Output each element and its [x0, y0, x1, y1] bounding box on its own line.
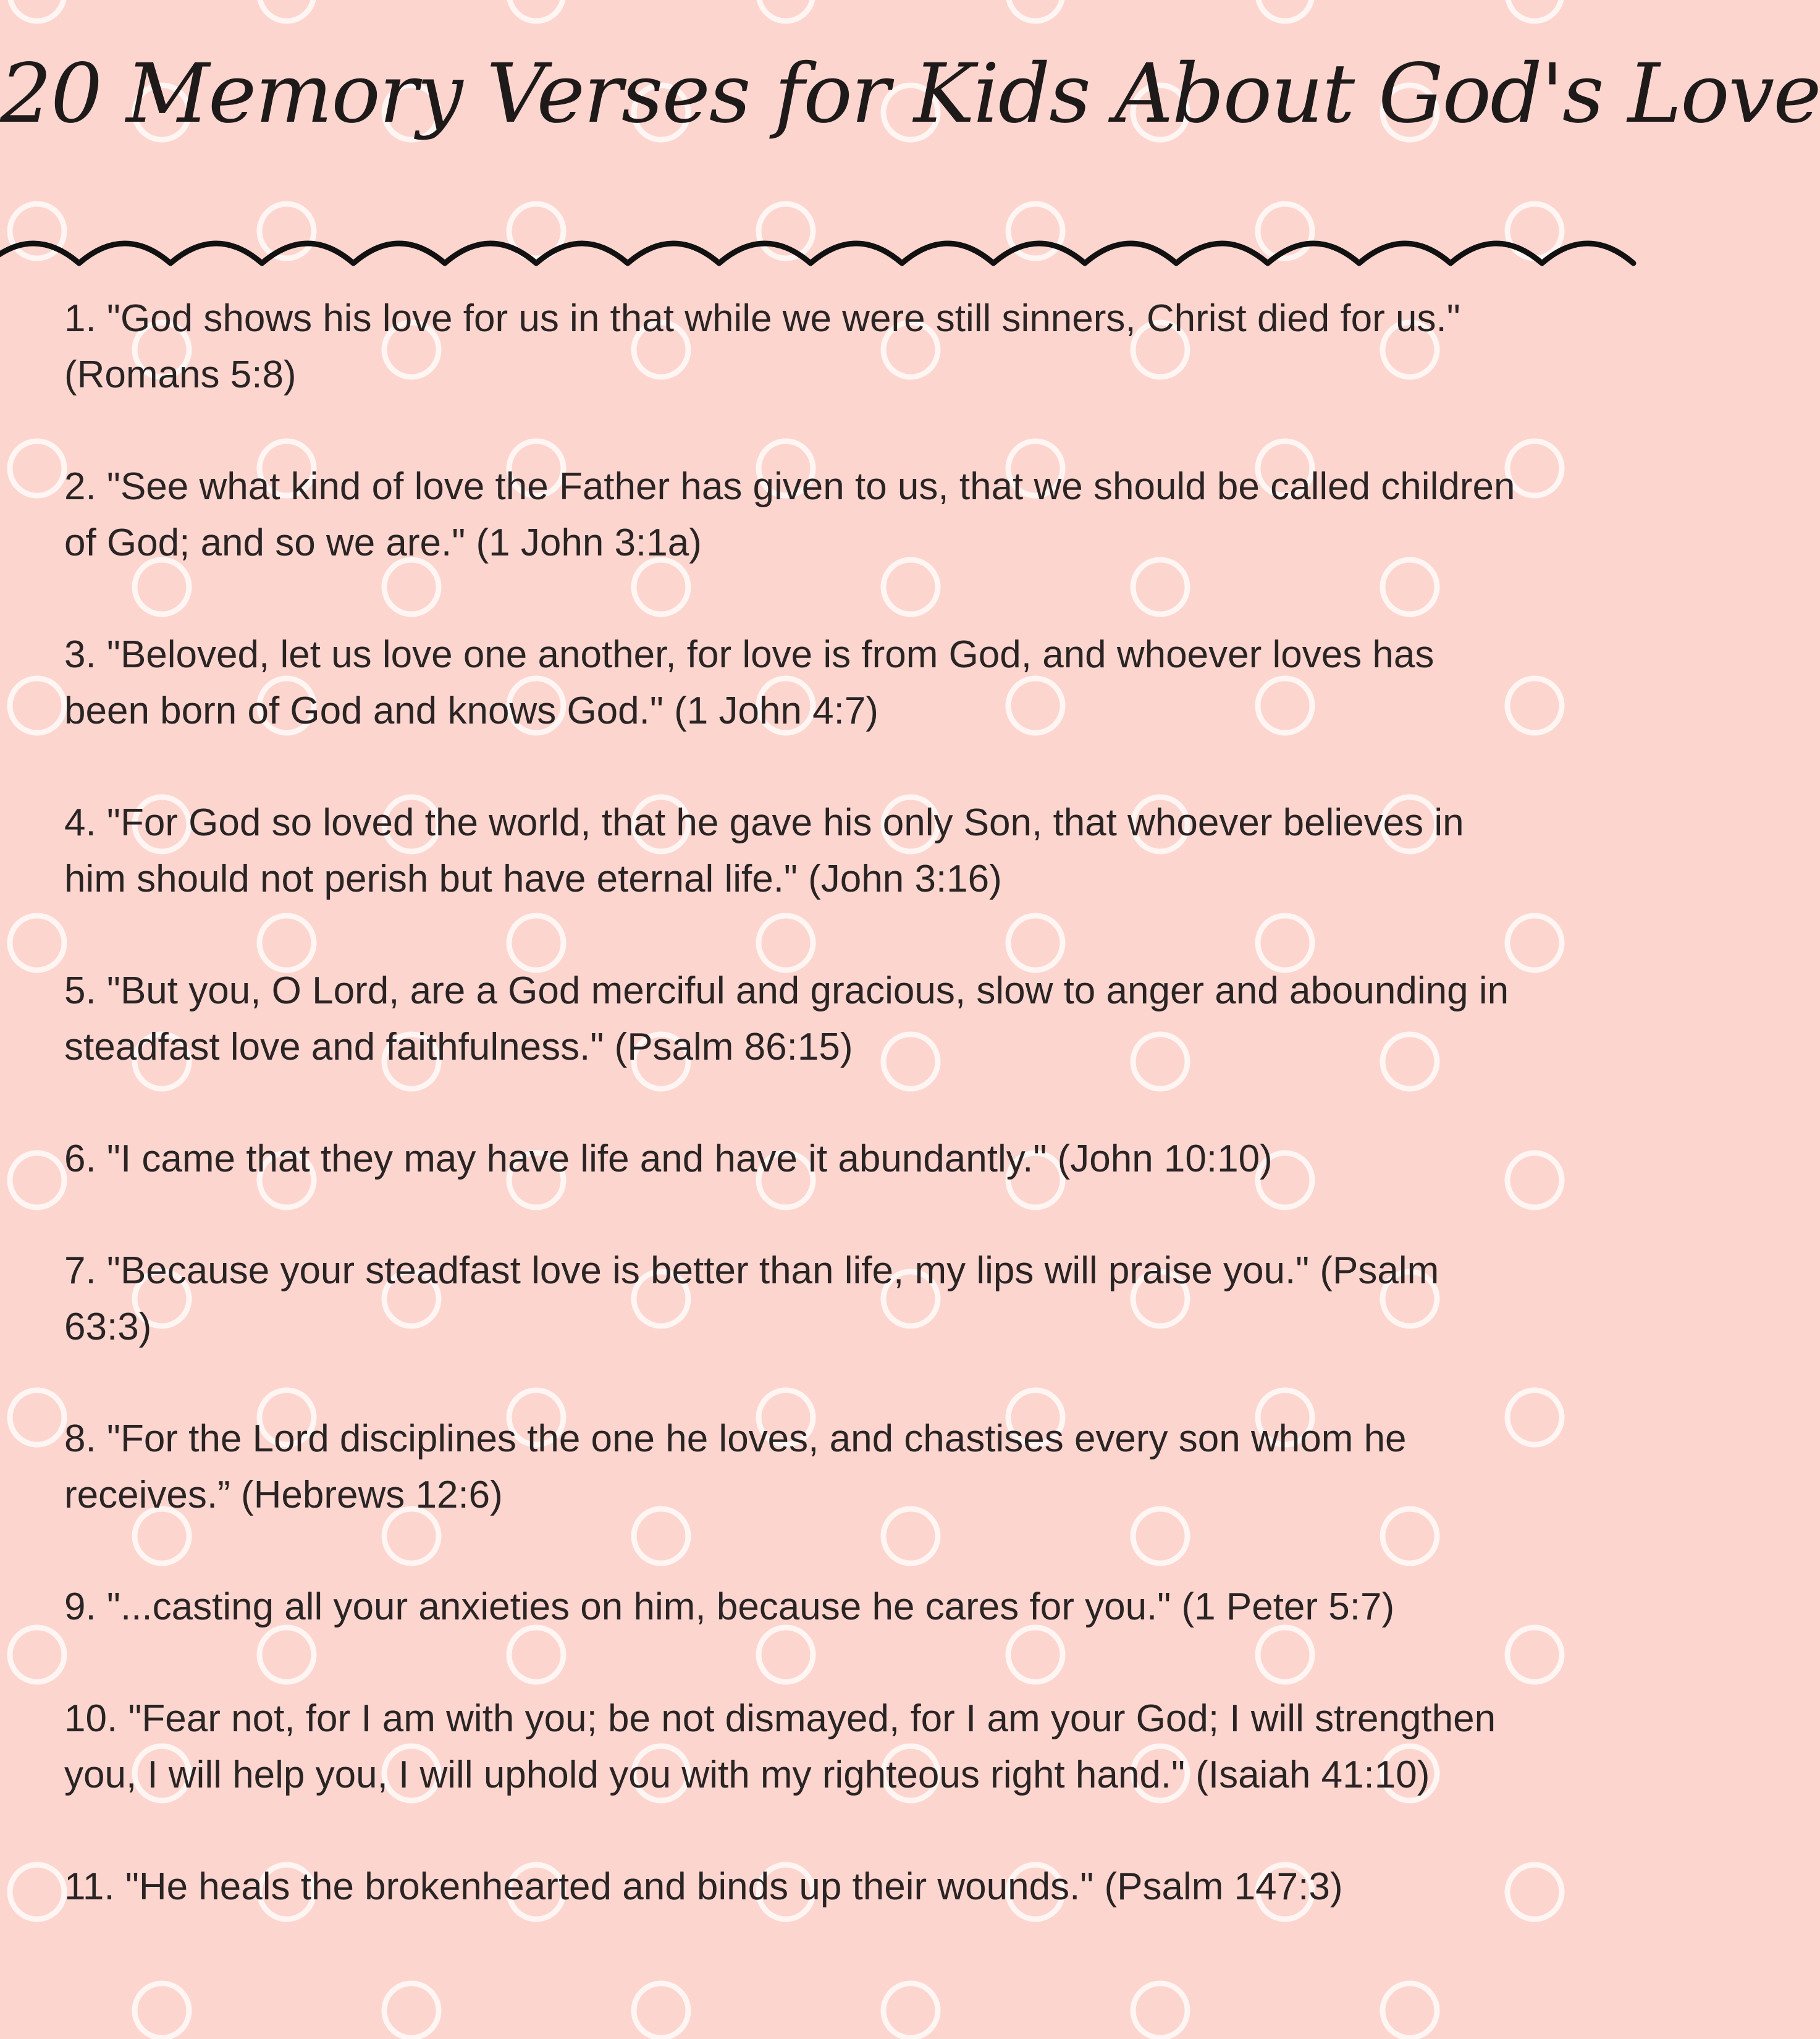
- verse-item: 3. "Beloved, let us love one another, for love is from God, and whoever loves has been born of God and knows God." (1 John 4:7): [64, 633, 1435, 732]
- pattern-circle: [1507, 0, 1562, 21]
- pattern-circle: [883, 1983, 938, 2038]
- pattern-circle: [135, 1983, 189, 2038]
- pattern-circle: [1133, 1983, 1187, 2038]
- verse-item: 6. "I came that they may have life and have it abundantly." (John 10:10): [64, 1138, 1273, 1180]
- pattern-circle: [259, 0, 314, 21]
- pattern-circle: [384, 1983, 439, 2038]
- pattern-circle: [10, 1390, 64, 1445]
- verse-list: [64, 290, 1522, 1970]
- pattern-circle: [634, 1983, 688, 2038]
- pattern-circle: [10, 1627, 64, 1682]
- verse-item: 7. "Because your steadfast love is better than life, my lips will praise you." (Psalm 63:3): [64, 1249, 1439, 1348]
- verse-item: 1. "God shows his love for us in that while we were still sinners, Christ died for us." (Romans 5:8): [64, 297, 1460, 396]
- verse-item: 9. "...casting all your anxieties on him, because he cares for you." (1 Peter 5:7): [64, 1585, 1395, 1628]
- verse-item: 5. "But you, O Lord, are a God merciful and gracious, slow to anger and abounding in steadfast love and faithfulness." (Psalm 86:15): [64, 969, 1509, 1068]
- pattern-circle: [1258, 0, 1312, 21]
- pattern-circle: [10, 678, 64, 733]
- verse-item: 11. "He heals the brokenhearted and binds up their wounds." (Psalm 147:3): [64, 1865, 1343, 1908]
- pattern-circle: [1383, 1983, 1437, 2038]
- verse-item: 8. "For the Lord disciplines the one he loves, and chastises every son whom he receives.” (Hebrews 12:6): [64, 1417, 1407, 1516]
- pattern-circle: [509, 0, 563, 21]
- scallop-divider: [0, 222, 1575, 278]
- verse-item: 10. "Fear not, for I am with you; be not dismayed, for I am your God; I will strengthen you, I will help you, I will uphold you with my righteous right hand." (Isaiah 41:10): [64, 1697, 1496, 1796]
- verse-item: 2. "See what kind of love the Father has given to us, that we should be called children of God; and so we are." (1 John 3:1a): [64, 465, 1515, 564]
- pattern-circle: [10, 441, 64, 496]
- pattern-circle: [10, 1153, 64, 1207]
- page-title: 20 Memory Verses for Kids About God's Love: [0, 46, 1820, 141]
- pattern-circle: [1008, 0, 1063, 21]
- pattern-circle: [759, 0, 813, 21]
- pattern-circle: [10, 916, 64, 970]
- verse-item: 4. "For God so loved the world, that he gave his only Son, that whoever believes in him should not perish but have eternal life." (John 3:16): [64, 801, 1464, 900]
- pattern-circle: [10, 1865, 64, 1919]
- pattern-circle: [10, 0, 64, 21]
